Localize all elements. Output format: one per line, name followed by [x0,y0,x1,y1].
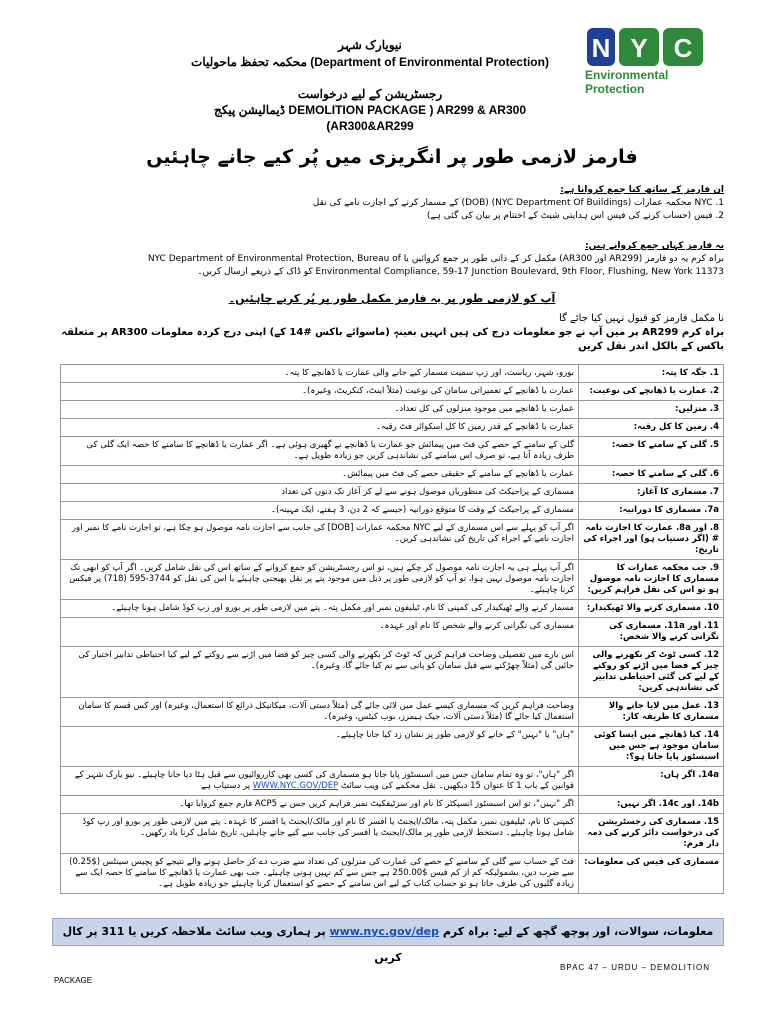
attach-item-1: 1. NYC محکمہ عمارات (NYC Department Of Buildings) (DOB) کے مسمار کرنے کے اجازت نامے کی نقل [312,198,724,208]
document-header [160,38,580,133]
logo-text [585,68,668,96]
field-description [61,502,579,520]
field-description [61,437,579,466]
field-description-text: اگر آپ کو پہلے سے اس مسماری کے لیے NYC محکمہ عمارات [DOB] کی جانب سے اجازت نامہ موصول ہو چکا ہے، تو اجازت نامے کا نمبر اور اجازت نامے کے اجراء کی تاریخ کی نشاندہی کریں۔ [71,523,574,544]
field-description-text: فٹ کے حساب سے گلی کے سامنے کے حصے کی عمارت کی منزلوں کی تعداد سے ضرب دے کر حاصل ہونے والے نتیجے کو پچیس سینٹس ($0.25) سے ضرب دیں، بشمولیکہ کم از کم فیس $250.00 ہے جس سے کم نہیں ہونی چاہیئے۔ جب بھی عمارت یا ڈھانچے کا سامنے کا حصہ ایک سے زیادہ گلیوں کی طرف جاتا ہو تو حساب کتاب کے لیے اس سامنے کے حصے کو استعمال کرنا چاہیئے جو زیادہ طویل ہے۔ [69,857,574,889]
field-description-text: گلی کے سامنے کے حصے کی فٹ میں پیمائش جو عمارت یا ڈھانچے نے گھیری ہوئی ہے۔ اگر عمارت یا ڈھانچے کا سامنے کا حصہ ایک گلی کی طرف زیادہ آتا ہے، تو صرف اس سامنے کی نشاندہی کریں جو زیادہ طویل ہے۔ [86,440,574,461]
field-label: 15. مسماری کی رجسٹریشن کی درخواست دائر کرنے کی ذمہ دار فرم: [579,814,724,854]
field-description-text: عمارت یا ڈھانچے کے قدر زمین کا کل اسکوائر فٹ رقبہ۔ [376,422,574,432]
field-label: 7. مسماری کا آغاز: [579,484,724,502]
field-label: 1. جگہ کا پتہ: [579,365,724,383]
box-heading: آپ کو لازمی طور پر یہ فارمز مکمل طور پر پُر کرنے چاہئیں۔ [228,292,556,305]
box-intro [60,312,724,354]
field-description-text: عمارت یا ڈھانچے کے تعمیراتی سامان کی نوعیت (مثلاً اینٹ، کنکریٹ، وغیرہ)۔ [302,386,574,396]
field-description [61,647,579,698]
table-row [61,484,724,502]
submit-line-1: براہ کرم یہ دو فارمز (AR299 اور AR300) مکمل کر کے ذاتی طور پر جمع کروائیں یا NYC Department of Environmental Protection, Bureau of [147,254,724,264]
field-label: مسماری کی فیس کی معلومات: [579,854,724,894]
field-label: 14a. اگر ہاں: [579,767,724,796]
field-description [61,560,579,600]
header-city: نیویارک شہر [338,38,402,52]
field-description-text: کمپنی کا نام، ٹیلیفون نمبر، مکمل پتہ، مالک/ایجنٹ یا افسر کا نام اور مالک/ایجنٹ یا افسر کا عہدہ۔ پتے میں لازمی طور پر بورو اور زپ کوڈ شامل ہونا چاہیئے۔ دستخط لازمی طور پر مالک/ایجنٹ یا افسر کی جانب سے کیے جانے چاہئیں، تاریخ شامل کرنا یاد رکھیں۔ [82,817,574,838]
field-description [61,600,579,618]
table-row [61,600,724,618]
attach-section [60,184,724,223]
table-row [61,502,724,520]
svg-text:N: N [591,33,611,63]
field-description [61,466,579,484]
field-description-text: اگر "ہاں"، تو وہ تمام سامان جس میں اسبسٹوز پایا جاتا ہو مسماری کی کسی بھی کارروائیوں سے قبل ہٹا دیا جانا چاہیئے۔ نیو یارک شہر کے قوانین کے باب 1 کا عنوان 15 دیکھیں۔ نقل محکمے کی ویب سائٹ [74,770,574,791]
field-description-text: اس بارے میں تفصیلی وضاحت فراہم کریں کہ ٹوٹ کر بکھرنے والی کسی چیز کو فضا میں اڑنے سے روکنے کے لیے کیا احتیاطی تدابیر اختیار کی جائیں گی (مثلاً چھڑکنے سے قبل سامان کو پانی سے نم کیا جائے گا، وغیرہ)۔ [78,650,574,671]
field-description-text: مسماری کے پراجیکٹ کی منظوریاں موصول ہونے سے لے کر آغاز تک دنوں کی تعداد [281,487,574,497]
field-description-text: مسماری کے پراجیکٹ کے وقت کا متوقع دورانیہ (جیسے کہ 2 دن، 3 ہفتے، ایک مہینہ)۔ [271,505,574,515]
field-label: 5. گلی کے سامنے کا حصہ: [579,437,724,466]
submit-line-2: Environmental Compliance, 59-17 Junction Boulevard, 9th Floor, Flushing, New York 11373 کو ڈاک کے ذریعے ارسال کریں۔ [197,267,724,277]
table-row [61,365,724,383]
table-row [61,814,724,854]
svg-text:Y: Y [630,33,648,63]
field-description-text: بورو، شہر، ریاست، اور زپ سمیت مسمار کیے جانے والی عمارت یا ڈھانچے کا پتہ۔ [284,368,574,378]
field-description [61,618,579,647]
field-description [61,484,579,502]
table-row [61,698,724,727]
nyc-logo-icon [585,28,705,66]
field-label: 7a. مسماری کا دورانیہ: [579,502,724,520]
box-intro-2: براہ کرم AR299 پر میں آپ نے جو معلومات درج کی ہیں انہیں بعینہٖ (ماسوائے باکس #14 کے) اپنی درج کردہ معلومات AR300 پر متعلقہ باکس کے بالکل اندر نقل کریں [61,327,724,352]
nyc-dep-logo [585,28,705,103]
field-label: 11. اور 11a. مسماری کی نگرانی کرنے والا شخص: [579,618,724,647]
field-description-text: "ہاں" یا "نہیں" کے خانے کو لازمی طور پر نشان زد کیا جانا چاہیئے۔ [335,730,574,740]
attach-item-2: 2. فیس (حساب کرنے کی فیس اس ہدایتی شیٹ کے اختتام پر بیان کی گئی ہے) [426,211,724,221]
footer-suffix: پر ہماری ویب سائٹ ملاحظہ کریں یا 311 پر کال کریں [62,925,402,964]
table-row [61,466,724,484]
field-description-text: اگر "نہیں"، تو اس اسبسٹوز انسپکٹر کا نام اور سرٹیفکیٹ نمبر فراہم کریں جس نے ACP5 فارم جمع کروایا تھا۔ [179,799,574,809]
field-label: 2. عمارت یا ڈھانچے کی نوعیت: [579,383,724,401]
table-row [61,560,724,600]
table-row [61,419,724,437]
attach-heading: ان فارمز کے ساتھ کیا جمع کروانا ہے: [560,185,724,195]
field-label: 9. جب محکمہ عمارات کا مسماری کا اجازت نامہ موصول ہو تو اس کی نقل فراہم کریں: [579,560,724,600]
footer-prefix: معلومات، سوالات، اور پوچھ گچھ کے لیے: براہ کرم [442,925,714,938]
field-description [61,520,579,560]
field-description-after: پر دستیاب ہے [200,781,251,791]
submit-section [60,240,724,279]
field-description-text: عمارت یا ڈھانچے میں موجود منزلوں کی کل تعداد۔ [394,404,574,414]
field-label: 4. زمین کا کل رقبہ: [579,419,724,437]
submit-heading: یہ فارمز کہاں جمع کروانے ہیں: [585,241,724,251]
field-label: 3. منزلیں: [579,401,724,419]
header-package2: (AR300&AR299 [326,119,414,133]
field-label: 12. کسی ٹوٹ کر بکھرنے والی چیز کے فضا میں اڑنے کو روکنے کے لیے کی گئی احتیاطی تدابیر کی نشاندہی کریں: [579,647,724,698]
footer-package: PACKAGE [54,976,93,985]
table-row [61,727,724,767]
field-description [61,419,579,437]
field-link[interactable]: WWW.NYC.GOV/DEP [252,781,339,791]
table-row [61,520,724,560]
header-package: DEMOLITION PACKAGE ) AR299 & AR300 ڈیمالیشن پیکج [214,103,526,117]
table-row [61,618,724,647]
field-description-text: عمارت یا ڈھانچے کے سامنے کے حقیقی حصے کی فٹ میں پیمائش۔ [342,469,574,479]
field-label: 10. مسماری کرنے والا ٹھیکیدار: [579,600,724,618]
table-row [61,437,724,466]
field-description-text: وضاحت فراہم کریں کہ مسماری کیسے عمل میں لائی جائے گی (مثلاً دستی آلات، میکانیکل ذرائع کا استعمال، وغیرہ) اور کس قسم کا سامان استعمال کیا جائے گا (مثلاً دستی آلات، جیک ہیمرز، بوب کیٹس، وغیرہ)۔ [78,701,574,722]
logo-line1: Environmental [585,68,669,82]
field-description [61,767,579,796]
field-description [61,365,579,383]
field-label: 14. کیا ڈھانچے میں ایسا کوئی سامان موجود ہے جس میں اسبسٹوز پایا جاتا ہو؟: [579,727,724,767]
header-request: رجسٹریشن کے لیے درخواست [297,87,443,101]
field-description [61,698,579,727]
field-description-text: مسماری کی نگرانی کرنے والے شخص کا نام اور عہدہ۔ [379,621,574,631]
table-row [61,854,724,894]
field-label: 14b. اور 14c. اگر نہیں: [579,796,724,814]
table-row [61,401,724,419]
field-description [61,854,579,894]
header-dept: (Department of Environmental Protection) محکمہ تحفظ ماحولیات [191,55,549,69]
footer-bar [52,918,724,964]
table-row [61,647,724,698]
fields-table [60,364,724,894]
field-label: 8. اور 8a. عمارت کا اجازت نامہ # (اگر دستیاب ہو) اور اجراء کی تاریخ: [579,520,724,560]
field-description [61,727,579,767]
field-description [61,401,579,419]
field-description-text: مسمار کرنے والے ٹھیکیدار کی کمپنی کا نام، ٹیلیفون نمبر اور مکمل پتہ۔ پتے میں لازمی طور پر بورو اور زپ کوڈ شامل ہونا چاہیئے۔ [111,603,574,613]
box-intro-1: نا مکمل فارمز کو قبول نہیں کیا جائے گا [559,313,724,324]
field-label: 6. گلی کے سامنے کا حصہ: [579,466,724,484]
field-description-text: اگر آپ پہلے ہی یہ اجازت نامہ موصول کر چکے ہیں، تو اس رجسٹریشن کو جمع کروانے کے ساتھ اس کی نقل شامل کریں۔ اگر آپ کو ابھی تک اجازت نامہ موصول نہیں ہوا، تو آپ کو لازمی طور پر ذیل میں موجود پتے پر نقل بھیجنی چاہیئے یا اس کی نقل کو 3744-595 (718) پر فیکس کرنا چاہیئے۔ [69,563,574,595]
field-description [61,814,579,854]
table-row [61,383,724,401]
logo-line2: Protection [585,82,645,96]
table-row [61,767,724,796]
field-description [61,796,579,814]
svg-text:C: C [673,33,693,63]
page-title: فارمز لازمی طور پر انگریزی میں پُر کیے جانے چاہئیں [146,146,638,168]
footer-link[interactable]: www.nyc.gov/dep [329,925,439,938]
field-description [61,383,579,401]
field-label: 13. عمل میں لایا جانے والا مسماری کا طریقہ کار: [579,698,724,727]
table-row [61,796,724,814]
footer-code: BPAC 47 – URDU – DEMOLITION [560,963,710,972]
